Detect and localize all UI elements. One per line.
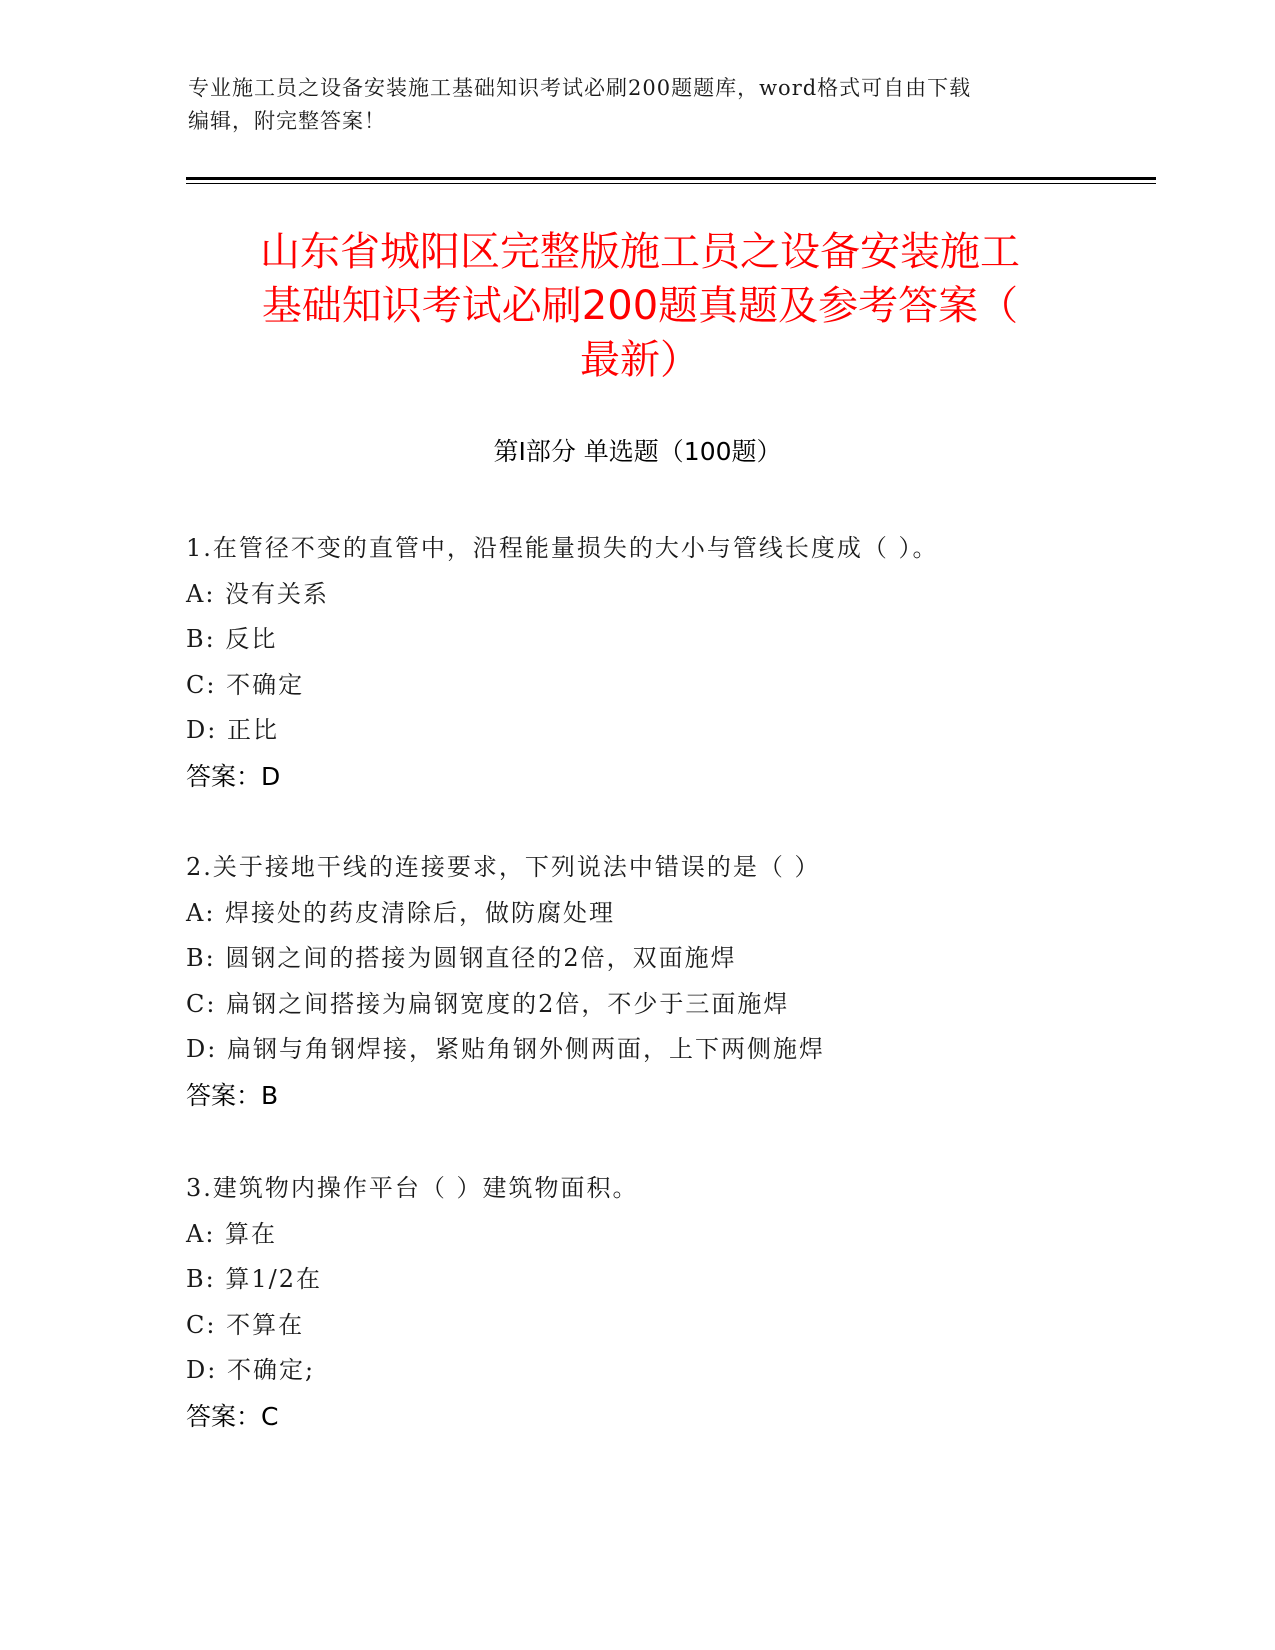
question-option: A: 没有关系 xyxy=(186,579,330,608)
document-title xyxy=(150,225,1130,387)
header-divider-thin xyxy=(186,183,1156,184)
question-answer: 答案：B xyxy=(186,1080,279,1110)
question-option: D: 正比 xyxy=(186,716,279,744)
question-stem: 2.关于接地干线的连接要求，下列说法中错误的是（ ） xyxy=(186,853,821,881)
question-answer: 答案：C xyxy=(186,1401,279,1431)
question-option: B: 算1/2在 xyxy=(186,1265,322,1293)
question-option: D: 不确定; xyxy=(186,1356,316,1384)
question-option: C: 扁钢之间搭接为扁钢宽度的2倍，不少于三面施焊 xyxy=(186,989,790,1018)
question-answer: 答案：D xyxy=(186,761,281,791)
title-line: 最新） xyxy=(580,337,700,383)
question-stem: 3.建筑物内操作平台（ ）建筑物面积。 xyxy=(186,1174,639,1202)
question-option: C: 不确定 xyxy=(186,670,305,699)
question-option: A: 算在 xyxy=(186,1219,278,1248)
question-option: A: 焊接处的药皮清除后，做防腐处理 xyxy=(186,898,616,927)
header-divider-thick xyxy=(186,177,1156,180)
question-option: B: 圆钢之间的搭接为圆钢直径的2倍，双面施焊 xyxy=(186,944,737,972)
title-line: 山东省城阳区完整版施工员之设备安装施工 xyxy=(260,229,1020,275)
header-note-line: 编辑，附完整答案！ xyxy=(188,109,386,133)
question-block xyxy=(186,845,1146,1118)
question-block xyxy=(186,1166,1146,1439)
question-option: C: 不算在 xyxy=(186,1310,305,1339)
question-stem: 1.在管径不变的直管中，沿程能量损失的大小与管线长度成（ ）。 xyxy=(186,534,939,562)
title-line: 基础知识考试必刷200题真题及参考答案（ xyxy=(261,283,1019,329)
section-heading: 第Ⅰ部分 单选题（100题） xyxy=(493,437,782,466)
header-note xyxy=(188,72,1068,138)
question-block xyxy=(186,526,1146,799)
header-note-line: 专业施工员之设备安装施工基础知识考试必刷200题题库，word格式可自由下载 xyxy=(188,76,972,100)
question-option: D: 扁钢与角钢焊接，紧贴角钢外侧两面，上下两侧施焊 xyxy=(186,1035,825,1063)
question-option: B: 反比 xyxy=(186,625,278,653)
